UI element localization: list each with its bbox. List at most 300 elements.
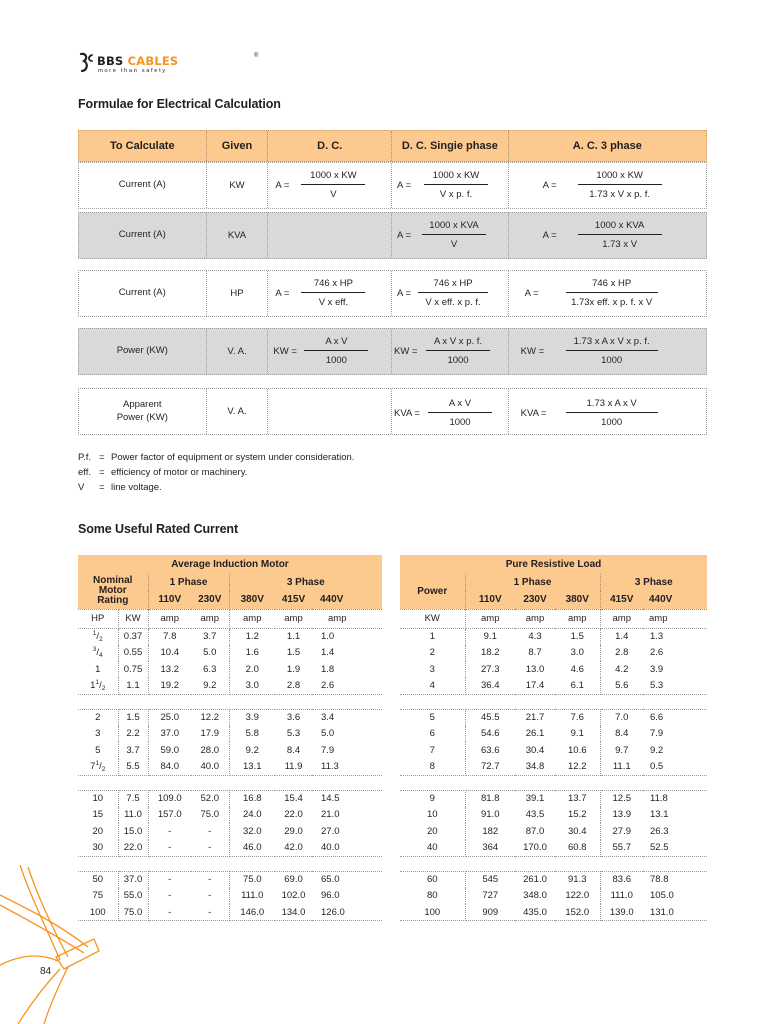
amp-230v-cell: - bbox=[191, 823, 229, 840]
formula-lhs: KW = bbox=[394, 346, 418, 357]
amp-440v-cell: 5.0 bbox=[321, 728, 335, 740]
amp-110v-cell: 81.8 bbox=[465, 790, 515, 807]
amp-110v-cell: 364 bbox=[465, 840, 515, 857]
amp-380v-cell: 15.2 bbox=[555, 807, 600, 824]
hp-cell bbox=[78, 807, 118, 824]
formula-lhs: A = bbox=[524, 288, 539, 299]
amp-440v-cell: 1.8 bbox=[321, 663, 335, 675]
amp-440v-cell: 131.0 bbox=[643, 904, 707, 921]
hp-cell bbox=[78, 840, 118, 857]
amp-415v-cell: 2.8 bbox=[275, 678, 312, 695]
motor-title-row bbox=[78, 555, 382, 574]
formula-lhs: A = bbox=[542, 230, 557, 241]
given-cell: V. A. bbox=[206, 329, 268, 374]
amp-110v-cell: - bbox=[148, 871, 191, 888]
amp-110v-cell: - bbox=[168, 825, 172, 837]
amp-380v-cell: 9.2 bbox=[245, 744, 259, 756]
volt-230: 230V bbox=[515, 591, 555, 609]
amp-380v-cell: 30.4 bbox=[555, 823, 600, 840]
dc-formula bbox=[267, 271, 391, 316]
hp-value: 75 bbox=[92, 890, 104, 902]
amp-230v-cell: 6.3 bbox=[191, 661, 229, 678]
motor-table-title: Average Induction Motor bbox=[78, 555, 382, 574]
hp-value: 7 bbox=[90, 761, 96, 772]
denominator: 1.73 x V x p. f. bbox=[589, 189, 650, 200]
resistive-row bbox=[400, 645, 707, 662]
resistive-row bbox=[400, 661, 707, 678]
hp-cell bbox=[78, 661, 118, 678]
amp-415v-cell: 15.4 bbox=[275, 790, 312, 807]
motor-row bbox=[78, 888, 382, 905]
brand-name-part1: BBS bbox=[97, 54, 124, 68]
hp-cell bbox=[78, 742, 118, 759]
amp-415v-cell: 12.5 bbox=[600, 790, 643, 807]
resistive-row bbox=[400, 759, 707, 776]
denominator: 1.73 x V bbox=[602, 239, 638, 250]
unit-amp: amp bbox=[275, 609, 312, 628]
amp-230v-cell: 21.7 bbox=[515, 709, 555, 726]
amp-230v-cell: 348.0 bbox=[523, 890, 547, 902]
volt-440: 440V bbox=[643, 591, 707, 609]
motor-row bbox=[78, 726, 382, 743]
motor-row bbox=[78, 661, 382, 678]
motor-row bbox=[78, 759, 382, 776]
fraction-slash: / bbox=[96, 631, 100, 642]
amp-440v-cell: 2.6 bbox=[650, 647, 664, 659]
denominator: V x eff. bbox=[318, 297, 349, 308]
to-calculate-cell bbox=[79, 389, 206, 434]
denominator: 1000 bbox=[447, 355, 469, 366]
numerator: A x V bbox=[325, 336, 348, 347]
amp-440v-cell: 5.3 bbox=[643, 678, 707, 695]
formula-lhs: KW = bbox=[520, 346, 545, 357]
resistive-3-phase-header: 3 Phase bbox=[600, 574, 707, 591]
amp-230v-cell: - bbox=[191, 904, 229, 921]
dc-formula bbox=[267, 329, 391, 374]
kw-cell: 9 bbox=[400, 790, 465, 807]
amp-440v-cell: 7.9 bbox=[321, 744, 335, 756]
amp-415v-cell: 8.4 bbox=[286, 744, 301, 756]
formula-lhs: KVA = bbox=[394, 408, 420, 419]
formula-lhs: A = bbox=[397, 288, 412, 299]
dc-formula bbox=[267, 163, 391, 208]
decorative-swirl-icon bbox=[0, 865, 110, 1024]
numerator: A x V bbox=[448, 398, 472, 409]
kw-cell: 1 bbox=[400, 628, 465, 645]
formulae-table bbox=[78, 130, 707, 428]
dc-formula-empty bbox=[267, 389, 391, 434]
nominal-line3: Rating bbox=[97, 595, 129, 607]
amp-415v-cell: 1.5 bbox=[286, 647, 301, 659]
amp-415v-cell: 8.4 bbox=[615, 728, 629, 740]
amp-440v-cell: 1.4 bbox=[321, 647, 335, 659]
given-cell: KVA bbox=[206, 213, 268, 258]
kw-cell: 40 bbox=[400, 840, 465, 857]
hp-cell bbox=[78, 678, 118, 695]
hp-cell bbox=[78, 726, 118, 743]
amp-230v-cell: 9.2 bbox=[191, 678, 229, 695]
volt-380: 380V bbox=[229, 591, 275, 609]
hp-denominator: 2 bbox=[99, 636, 103, 643]
amp-440v-cell: 6.6 bbox=[643, 709, 707, 726]
formula-fraction bbox=[428, 398, 492, 428]
amp-440v-cell: 7.9 bbox=[650, 728, 664, 740]
formula-row bbox=[78, 212, 707, 259]
numerator: A x V x p. f. bbox=[433, 336, 483, 347]
kw-cell: 2.2 bbox=[118, 726, 148, 743]
note-item bbox=[78, 480, 354, 495]
amp-230v-cell: 75.0 bbox=[191, 807, 229, 824]
motor-row bbox=[78, 904, 382, 921]
amp-230v-cell: 261.0 bbox=[515, 871, 555, 888]
hp-cell bbox=[78, 790, 118, 807]
amp-230v-cell: 17.4 bbox=[515, 678, 555, 695]
note-item bbox=[78, 465, 354, 480]
note-equals: = bbox=[99, 482, 105, 493]
kw-cell: 6 bbox=[400, 726, 465, 743]
amp-440v-cell: 27.0 bbox=[321, 825, 340, 837]
dc-single-formula bbox=[391, 163, 508, 208]
amp-230v-cell: - bbox=[191, 888, 229, 905]
formula-row bbox=[78, 162, 707, 209]
kw-cell: 8 bbox=[400, 759, 465, 776]
amp-415v-cell: 3.6 bbox=[275, 709, 312, 726]
numerator: 1000 x KVA bbox=[429, 220, 479, 231]
unit-amp: amp bbox=[191, 609, 229, 628]
amp-380v-cell: 60.8 bbox=[555, 840, 600, 857]
amp-110v-cell: 59.0 bbox=[160, 744, 179, 756]
amp-230v-cell: 12.2 bbox=[191, 709, 229, 726]
volt-380: 380V bbox=[555, 591, 600, 609]
amp-110v-cell: 727 bbox=[482, 890, 499, 902]
amp-440v-cell: 78.8 bbox=[643, 871, 707, 888]
header-dc-single-phase: D. C. Singie phase bbox=[391, 131, 508, 161]
kw-cell: 7 bbox=[400, 742, 465, 759]
amp-110v-cell: 27.3 bbox=[481, 663, 500, 675]
to-calculate-line1: Apparent bbox=[123, 398, 162, 410]
amp-230v-cell: 170.0 bbox=[515, 840, 555, 857]
hp-value: 5 bbox=[95, 744, 101, 756]
formula-lhs: KW = bbox=[273, 346, 297, 357]
amp-380v-cell: 13.7 bbox=[555, 790, 600, 807]
kw-cell: 0.75 bbox=[118, 661, 148, 678]
rated-current-title: Some Useful Rated Current bbox=[78, 522, 239, 536]
formula-fraction bbox=[304, 336, 368, 366]
dc-single-formula bbox=[391, 329, 508, 374]
nominal-line2: Motor bbox=[98, 585, 127, 597]
amp-440v-cell: 105.0 bbox=[650, 890, 674, 902]
amp-380v-cell: 9.1 bbox=[555, 726, 600, 743]
numerator: 1.73 x A x V x p. f. bbox=[573, 336, 650, 347]
formula-lhs: A = bbox=[275, 288, 290, 299]
numerator: 1000 x KW bbox=[310, 170, 357, 181]
formula-row bbox=[78, 328, 707, 375]
formula-fraction bbox=[578, 220, 662, 250]
amp-415v-cell: 4.2 bbox=[615, 663, 629, 675]
amp-230v-cell: 87.0 bbox=[525, 825, 545, 837]
amp-110v-cell: 36.4 bbox=[465, 678, 515, 695]
resistive-load-table bbox=[400, 555, 707, 921]
unit-amp: amp bbox=[643, 609, 707, 628]
hp-numerator: 3 bbox=[92, 646, 97, 654]
amp-110v-cell: 25.0 bbox=[148, 709, 191, 726]
numerator: 746 x HP bbox=[433, 278, 473, 289]
motor-row bbox=[78, 742, 382, 759]
given-cell: KW bbox=[206, 163, 268, 208]
hp-value: 100 bbox=[89, 906, 106, 918]
motor-table-body bbox=[78, 628, 382, 921]
motor-row bbox=[78, 807, 382, 824]
note-equals: = bbox=[99, 452, 105, 463]
amp-415v-cell: 9.7 bbox=[615, 744, 629, 756]
denominator: V bbox=[450, 239, 458, 250]
resistive-row bbox=[400, 726, 707, 743]
amp-415v-cell: 5.3 bbox=[286, 728, 301, 740]
amp-380v-cell: 146.0 bbox=[229, 904, 275, 921]
amp-380v-cell: 122.0 bbox=[555, 888, 600, 905]
amp-415v-cell: 1.9 bbox=[286, 663, 301, 675]
to-calculate-line2: Power (KW) bbox=[116, 411, 168, 423]
amp-380v-cell: 1.6 bbox=[245, 647, 259, 659]
amp-415v-cell: 27.9 bbox=[612, 825, 631, 837]
power-header: Power bbox=[400, 574, 465, 609]
resistive-row bbox=[400, 709, 707, 726]
hp-cell bbox=[78, 759, 118, 776]
amp-110v-cell: - bbox=[148, 840, 191, 857]
spacer-cell bbox=[78, 775, 382, 790]
resistive-row bbox=[400, 628, 707, 645]
ac-3-phase-formula bbox=[508, 163, 706, 208]
amp-415v-cell: 42.0 bbox=[275, 840, 312, 857]
amp-415v-cell: 102.0 bbox=[281, 890, 306, 902]
note-equals: = bbox=[99, 467, 105, 478]
to-calculate-cell: Current (A) bbox=[118, 287, 166, 299]
amp-230v-cell: 26.1 bbox=[525, 728, 545, 740]
kw-cell: 0.37 bbox=[118, 628, 148, 645]
hp-numerator: 1 bbox=[92, 630, 97, 637]
amp-415v-cell: 7.0 bbox=[600, 709, 643, 726]
hp-value: 15 bbox=[92, 809, 104, 821]
fraction-slash: / bbox=[99, 680, 102, 691]
amp-440v-cell: 13.1 bbox=[650, 809, 669, 821]
formula-lhs: A = bbox=[397, 230, 412, 241]
denominator: V x eff. x p. f. bbox=[425, 297, 481, 308]
amp-440v-cell: 1.3 bbox=[650, 631, 664, 642]
amp-415v-cell: 11.1 bbox=[600, 759, 643, 776]
amp-440v-cell: 9.2 bbox=[650, 744, 664, 756]
note-key: eff. bbox=[78, 467, 92, 478]
kw-cell: 11.0 bbox=[118, 807, 148, 824]
amp-230v-cell: 13.0 bbox=[525, 663, 545, 675]
amp-110v-cell: 545 bbox=[465, 871, 515, 888]
formula-fraction bbox=[566, 278, 658, 308]
amp-230v-cell: 40.0 bbox=[191, 759, 229, 776]
amp-380v-cell: 1.5 bbox=[555, 628, 600, 645]
amp-440v-cell: 3.9 bbox=[650, 663, 664, 675]
amp-110v-cell: 37.0 bbox=[160, 728, 179, 740]
amp-230v-cell: 5.0 bbox=[191, 645, 229, 662]
amp-380v-cell: 1.2 bbox=[245, 631, 259, 642]
amp-380v-cell: 13.1 bbox=[229, 759, 275, 776]
header-ac-3-phase: A. C. 3 phase bbox=[508, 131, 706, 161]
amp-110v-cell: 18.2 bbox=[481, 647, 500, 659]
amp-415v-cell: 134.0 bbox=[275, 904, 312, 921]
amp-440v-cell: 11.8 bbox=[643, 790, 707, 807]
hp-value: 10 bbox=[92, 793, 104, 804]
motor-row bbox=[78, 871, 382, 888]
amp-440v-cell: 2.6 bbox=[312, 678, 382, 695]
fraction-slash: / bbox=[99, 761, 102, 772]
amp-110v-cell: 13.2 bbox=[160, 663, 179, 675]
resistive-units-row bbox=[400, 609, 707, 628]
amp-230v-cell: 52.0 bbox=[191, 790, 229, 807]
hp-value: 20 bbox=[92, 825, 104, 837]
denominator: V x p. f. bbox=[439, 189, 473, 200]
amp-230v-cell: 39.1 bbox=[515, 790, 555, 807]
amp-380v-cell: 5.8 bbox=[245, 728, 259, 740]
hp-cell bbox=[78, 823, 118, 840]
unit-amp: amp bbox=[555, 609, 600, 628]
amp-440v-cell: 0.5 bbox=[643, 759, 707, 776]
amp-415v-cell: 13.9 bbox=[612, 809, 631, 821]
amp-440v-cell: 21.0 bbox=[321, 809, 340, 821]
amp-380v-cell: 4.6 bbox=[555, 661, 600, 678]
volt-230: 230V bbox=[191, 591, 229, 609]
amp-230v-cell: 17.9 bbox=[191, 726, 229, 743]
amp-110v-cell: 54.6 bbox=[481, 728, 500, 740]
amp-230v-cell: 4.3 bbox=[528, 631, 542, 642]
spacer-cell bbox=[78, 856, 382, 871]
amp-415v-cell: 5.6 bbox=[600, 678, 643, 695]
kw-cell: 1.1 bbox=[118, 678, 148, 695]
formula-fraction bbox=[422, 220, 486, 250]
kw-cell: 55.0 bbox=[118, 888, 148, 905]
motor-units-row bbox=[78, 609, 382, 628]
kw-cell: 22.0 bbox=[118, 840, 148, 857]
amp-110v-cell: - bbox=[148, 904, 191, 921]
formula-notes bbox=[78, 450, 354, 495]
hp-value: 3 bbox=[95, 728, 101, 740]
formula-fraction bbox=[301, 170, 365, 200]
kw-cell: 75.0 bbox=[118, 904, 148, 921]
amp-110v-cell: 109.0 bbox=[148, 790, 191, 807]
amp-415v-cell: 2.8 bbox=[615, 647, 629, 659]
amp-415v-cell: 11.9 bbox=[275, 759, 312, 776]
kw-cell: 4 bbox=[400, 678, 465, 695]
amp-440v-cell: 26.3 bbox=[650, 825, 669, 837]
amp-380v-cell: 111.0 bbox=[241, 890, 264, 902]
amp-440v-cell: 14.5 bbox=[312, 790, 382, 807]
amp-230v-cell: - bbox=[191, 871, 229, 888]
volt-415: 415V bbox=[275, 591, 312, 609]
formulae-title: Formulae for Electrical Calculation bbox=[78, 97, 281, 111]
volt-110: 110V bbox=[148, 591, 191, 609]
denominator: 1000 bbox=[601, 355, 623, 366]
resistive-row bbox=[400, 823, 707, 840]
page-number: 84 bbox=[40, 966, 52, 977]
formula-lhs: A = bbox=[542, 180, 557, 191]
amp-440v-cell: 96.0 bbox=[321, 890, 340, 902]
motor-row bbox=[78, 709, 382, 726]
kw-cell: 2 bbox=[400, 645, 465, 662]
to-calculate-cell: Current (A) bbox=[118, 229, 166, 241]
unit-amp: amp bbox=[465, 609, 515, 628]
formula-fraction bbox=[426, 336, 490, 366]
unit-amp: amp bbox=[229, 609, 275, 628]
ac-3-phase-formula bbox=[508, 329, 706, 374]
motor-1-phase-header: 1 Phase bbox=[148, 574, 229, 591]
formulae-header-row bbox=[78, 130, 707, 162]
kw-cell: 20 bbox=[400, 823, 465, 840]
spacer-cell bbox=[400, 856, 707, 871]
resistive-row bbox=[400, 888, 707, 905]
denominator: V bbox=[330, 189, 337, 200]
brand-name bbox=[97, 54, 178, 68]
unit-hp: HP bbox=[78, 609, 118, 628]
kw-cell: 10 bbox=[400, 807, 465, 824]
kw-cell: 3 bbox=[400, 661, 465, 678]
amp-380v-cell: 3.9 bbox=[229, 709, 275, 726]
amp-440v-cell: 3.4 bbox=[312, 709, 382, 726]
resistive-row bbox=[400, 790, 707, 807]
hp-value: 1 bbox=[90, 680, 96, 691]
numerator: 1000 x KVA bbox=[594, 220, 645, 231]
group-spacer bbox=[78, 856, 382, 871]
kw-cell: 1.5 bbox=[118, 709, 148, 726]
note-text: line voltage. bbox=[111, 482, 162, 493]
amp-440v-cell: 40.0 bbox=[312, 840, 382, 857]
amp-380v-cell: 16.8 bbox=[229, 790, 275, 807]
ac-3-phase-formula bbox=[508, 389, 706, 434]
nominal-line1: Nominal bbox=[93, 575, 133, 587]
kw-cell: 60 bbox=[400, 871, 465, 888]
numerator: 746 x HP bbox=[313, 278, 353, 289]
hp-value: 30 bbox=[92, 842, 104, 853]
note-text: Power factor of equipment or system under consideration. bbox=[111, 452, 355, 463]
amp-415v-cell: 111.0 bbox=[610, 890, 633, 902]
to-calculate-cell: Power (KW) bbox=[116, 345, 168, 357]
amp-415v-cell: 83.6 bbox=[600, 871, 643, 888]
hp-numerator: 1 bbox=[95, 679, 100, 686]
note-key: P.f. bbox=[78, 452, 92, 463]
hp-denominator: 4 bbox=[99, 652, 103, 660]
amp-380v-cell: 10.6 bbox=[555, 742, 600, 759]
amp-380v-cell: 152.0 bbox=[555, 904, 600, 921]
unit-amp: amp bbox=[312, 609, 382, 628]
formula-fraction bbox=[301, 278, 365, 308]
induction-motor-table bbox=[78, 555, 382, 921]
amp-230v-cell: 34.8 bbox=[515, 759, 555, 776]
amp-110v-cell: 909 bbox=[465, 904, 515, 921]
amp-415v-cell: 55.7 bbox=[600, 840, 643, 857]
motor-row bbox=[78, 823, 382, 840]
unit-amp: amp bbox=[148, 609, 191, 628]
dc-single-formula bbox=[391, 213, 508, 258]
amp-415v-cell: 69.0 bbox=[275, 871, 312, 888]
motor-3-phase-header: 3 Phase bbox=[229, 574, 382, 591]
dc-formula-empty bbox=[267, 213, 391, 258]
amp-415v-cell: 1.4 bbox=[615, 631, 629, 642]
motor-row bbox=[78, 790, 382, 807]
spacer-cell bbox=[78, 694, 382, 709]
formula-fraction bbox=[566, 398, 658, 428]
amp-110v-cell: 182 bbox=[482, 825, 499, 837]
amp-230v-cell: 28.0 bbox=[191, 742, 229, 759]
amp-110v-cell: 9.1 bbox=[483, 631, 497, 642]
hp-cell bbox=[78, 709, 118, 726]
motor-phase-row bbox=[78, 574, 382, 591]
motor-row bbox=[78, 678, 382, 695]
